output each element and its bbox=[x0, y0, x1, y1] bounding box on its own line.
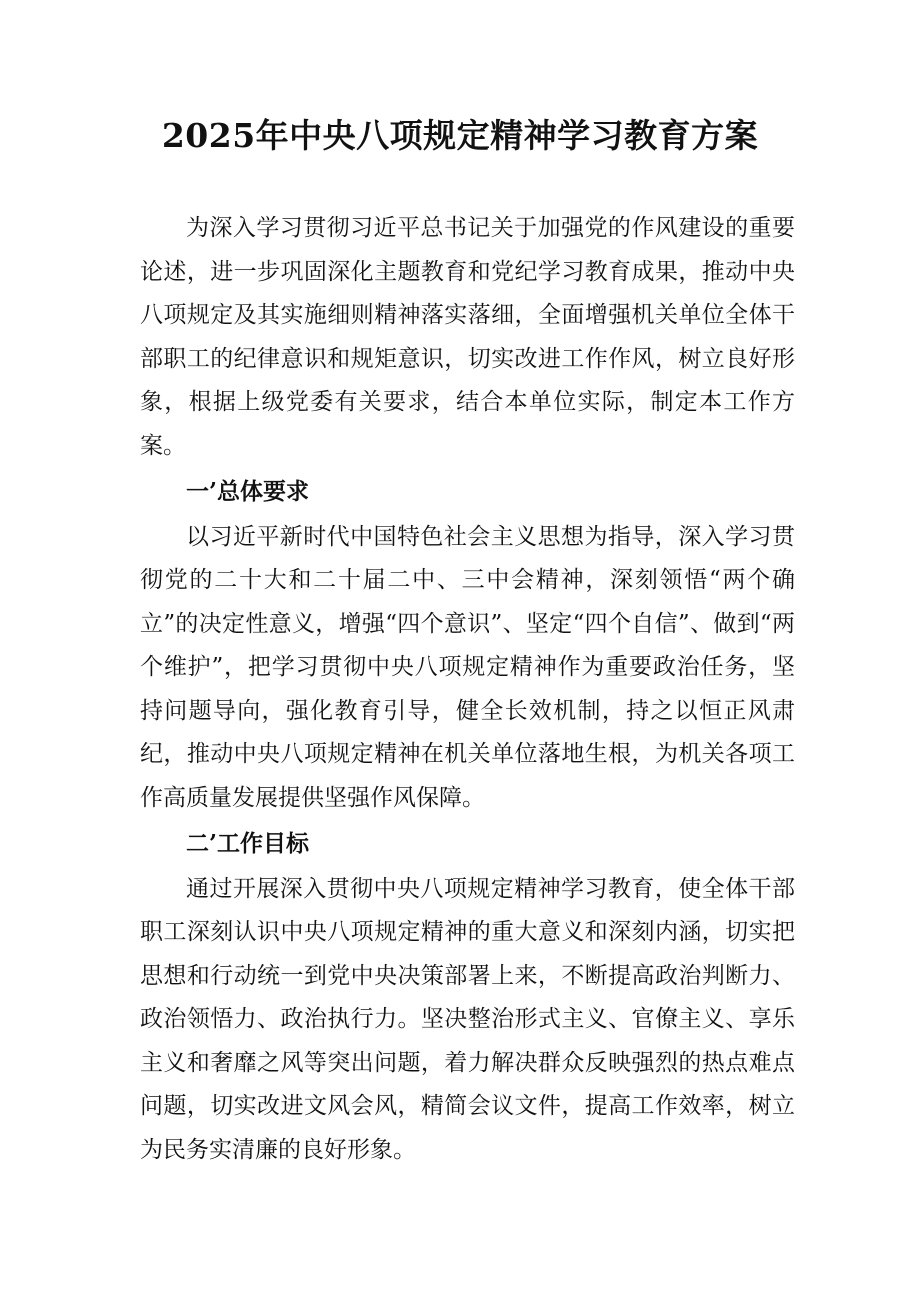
intro-paragraph: 为深入学习贯彻习近平总书记关于加强党的作风建设的重要论述，进一步巩固深化主题教育和党纪学习教育成果，推动中央八项规定及其实施细则精神落实落细，全面增强机关单位全体干部职工的纪律意识和规矩意识，切实改进工作作风，树立良好形象，根据上级党委有关要求，结合本单位实际，制定本工作方案。 bbox=[140, 215, 795, 459]
section-body-general-requirements: 以习近平新时代中国特色社会主义思想为指导，深入学习贯彻党的二十大和二十届二中、三中会精神，深刻领悟“两个确立”的决定性意义，增强“四个意识”、坚定“四个自信”、做到“两个维护”，把学习贯彻中央八项规定精神作为重要政治任务，坚持问题导向，强化教育引导，健全长效机制，持之以恒正风肃纪，推动中央八项规定精神在机关单位落地生根，为机关各项工作高质量发展提供坚强作风保障。 bbox=[140, 523, 795, 811]
section-body-work-goals: 通过开展深入贯彻中央八项规定精神学习教育，使全体干部职工深刻认识中央八项规定精神的重大意义和深刻内涵，切实把思想和行动统一到党中央决策部署上来，不断提高政治判断力、政治领悟力、政治执行力。坚决整治形式主义、官僚主义、享乐主义和奢靡之风等突出问题，着力解决群众反映强烈的热点难点问题，切实改进文风会风，精简会议文件，提高工作效率，树立为民务实清廉的良好形象。 bbox=[140, 875, 795, 1163]
document-body bbox=[140, 207, 795, 1172]
document-title: 2025年中央八项规定精神学习教育方案 bbox=[161, 116, 759, 155]
section-heading-general-requirements: 一’总体要求 bbox=[186, 478, 310, 505]
section-heading-work-goals: 二’工作目标 bbox=[186, 830, 310, 857]
